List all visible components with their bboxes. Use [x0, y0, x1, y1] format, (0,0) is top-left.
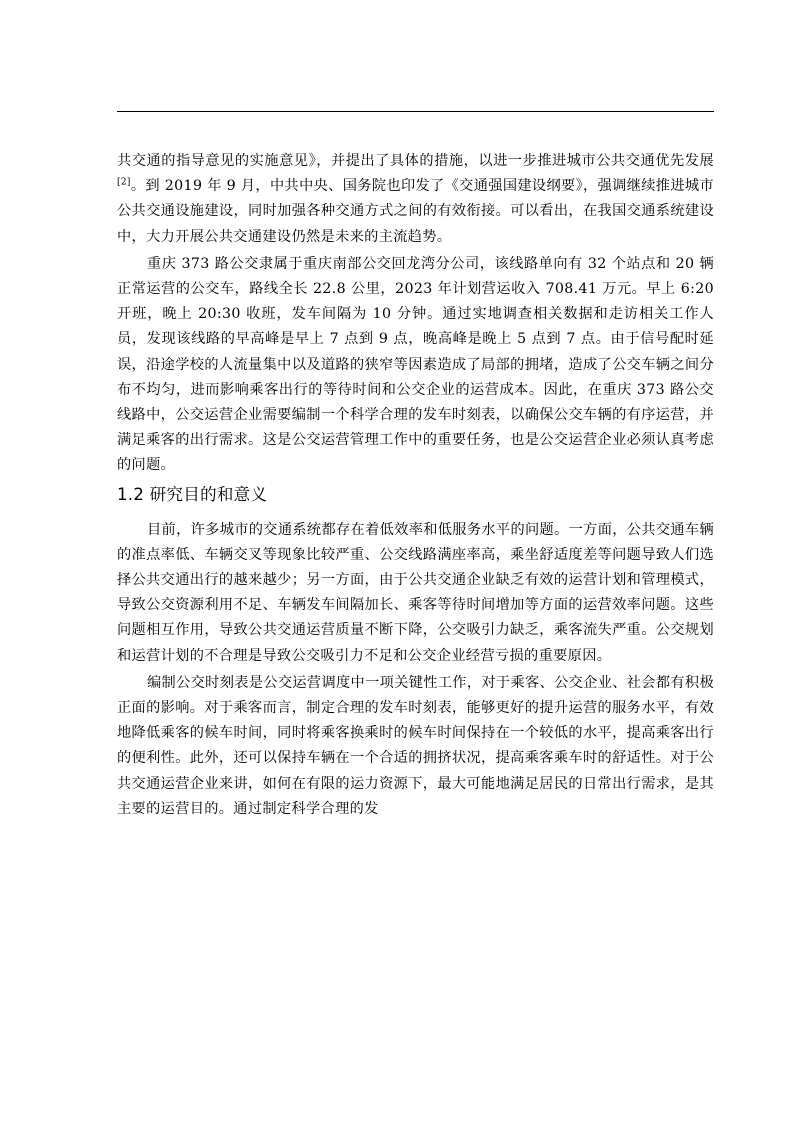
- paragraph-timetable: 编制公交时刻表是公交运营调度中一项关键性工作，对于乘客、公交企业、社会都有积极正面的影响。对于乘客而言，制定合理的发车时刻表，能够更好的提升运营的服务水平，有效地降低乘客的候车时间，同时将乘客换乘时的候车时间保持在一个较低的水平，提高乘客出行的便利性。此外，还可以保持车辆在一个合适的拥挤状况，提高乘客乘车时的舒适性。对于公共交通运营企业来讲，如何在有限的运力资源下，最大可能地满足居民的日常出行需求，是其主要的运营目的。通过制定科学合理的发: [117, 674, 714, 817]
- paragraph-problems: 目前，许多城市的交通系统都存在着低效率和低服务水平的问题。一方面，公共交通车辆的准点率低、车辆交叉等现象比较严重、公交线路满座率高，乘坐舒适度差等问题导致人们选择公共交通出行的越来越少；另一方面，由于公共交通企业缺乏有效的运营计划和管理模式，导致公交资源利用不足、车辆发车间隔加长、乘客等待时间增加等方面的运营效率问题。这些问题相互作用，导致公共交通运营质量不断下降，公交吸引力缺乏，乘客流失严重。公交规划和运营计划的不合理是导致公交吸引力不足和公交企业经营亏损的重要原因。: [117, 521, 714, 664]
- paragraph-1-text-after: 。到 2019 年 9 月，中共中央、国务院也印发了《交通强国建设纲要》，强调继续推进城市公共交通设施建设，同时加强各种交通方式之间的有效衔接。可以看出，在我国交通系统建设中，大力开展公共交通建设仍然是未来的主流趋势。: [117, 178, 714, 245]
- header-rule: [117, 111, 714, 112]
- section-heading: 1.2 研究目的和意义: [117, 484, 268, 504]
- page-body: [117, 149, 714, 822]
- paragraph-continued: [117, 149, 714, 250]
- paragraph-1-text: 共交通的指导意见的实施意见》，并提出了具体的措施，以进一步推进城市公共交通优先发展: [117, 153, 714, 169]
- citation-ref: [2]: [117, 177, 131, 188]
- paragraph-route-373: 重庆 373 路公交隶属于重庆南部公交回龙湾分公司，该线路单向有 32 个站点和 20 辆正常运营的公交车，路线全长 22.8 公里，2023 年计划营运收入 708.41 万元。早上 6:20 开班，晚上 20:30 收班，发车间隔为 10 分钟。通过实地调查相关数据和走访相关工作人员，发现该线路的早高峰是早上 7 点到 9 点，晚高峰是晚上 5 点到 7 点。由于信号配时延误，沿途学校的人流量集中以及道路的狭窄等因素造成了局部的拥堵，造成了公交车辆之间分布不均匀，进而影响乘客出行的等待时间和公交企业的运营成本。因此，在重庆 373 路公交线路中，公交运营企业需要编制一个科学合理的发车时刻表，以确保公交车辆的有序运营，并满足乘客的出行需求。这是公交运营管理工作中的重要任务，也是公交运营企业必须认真考虑的问题。: [117, 255, 714, 474]
